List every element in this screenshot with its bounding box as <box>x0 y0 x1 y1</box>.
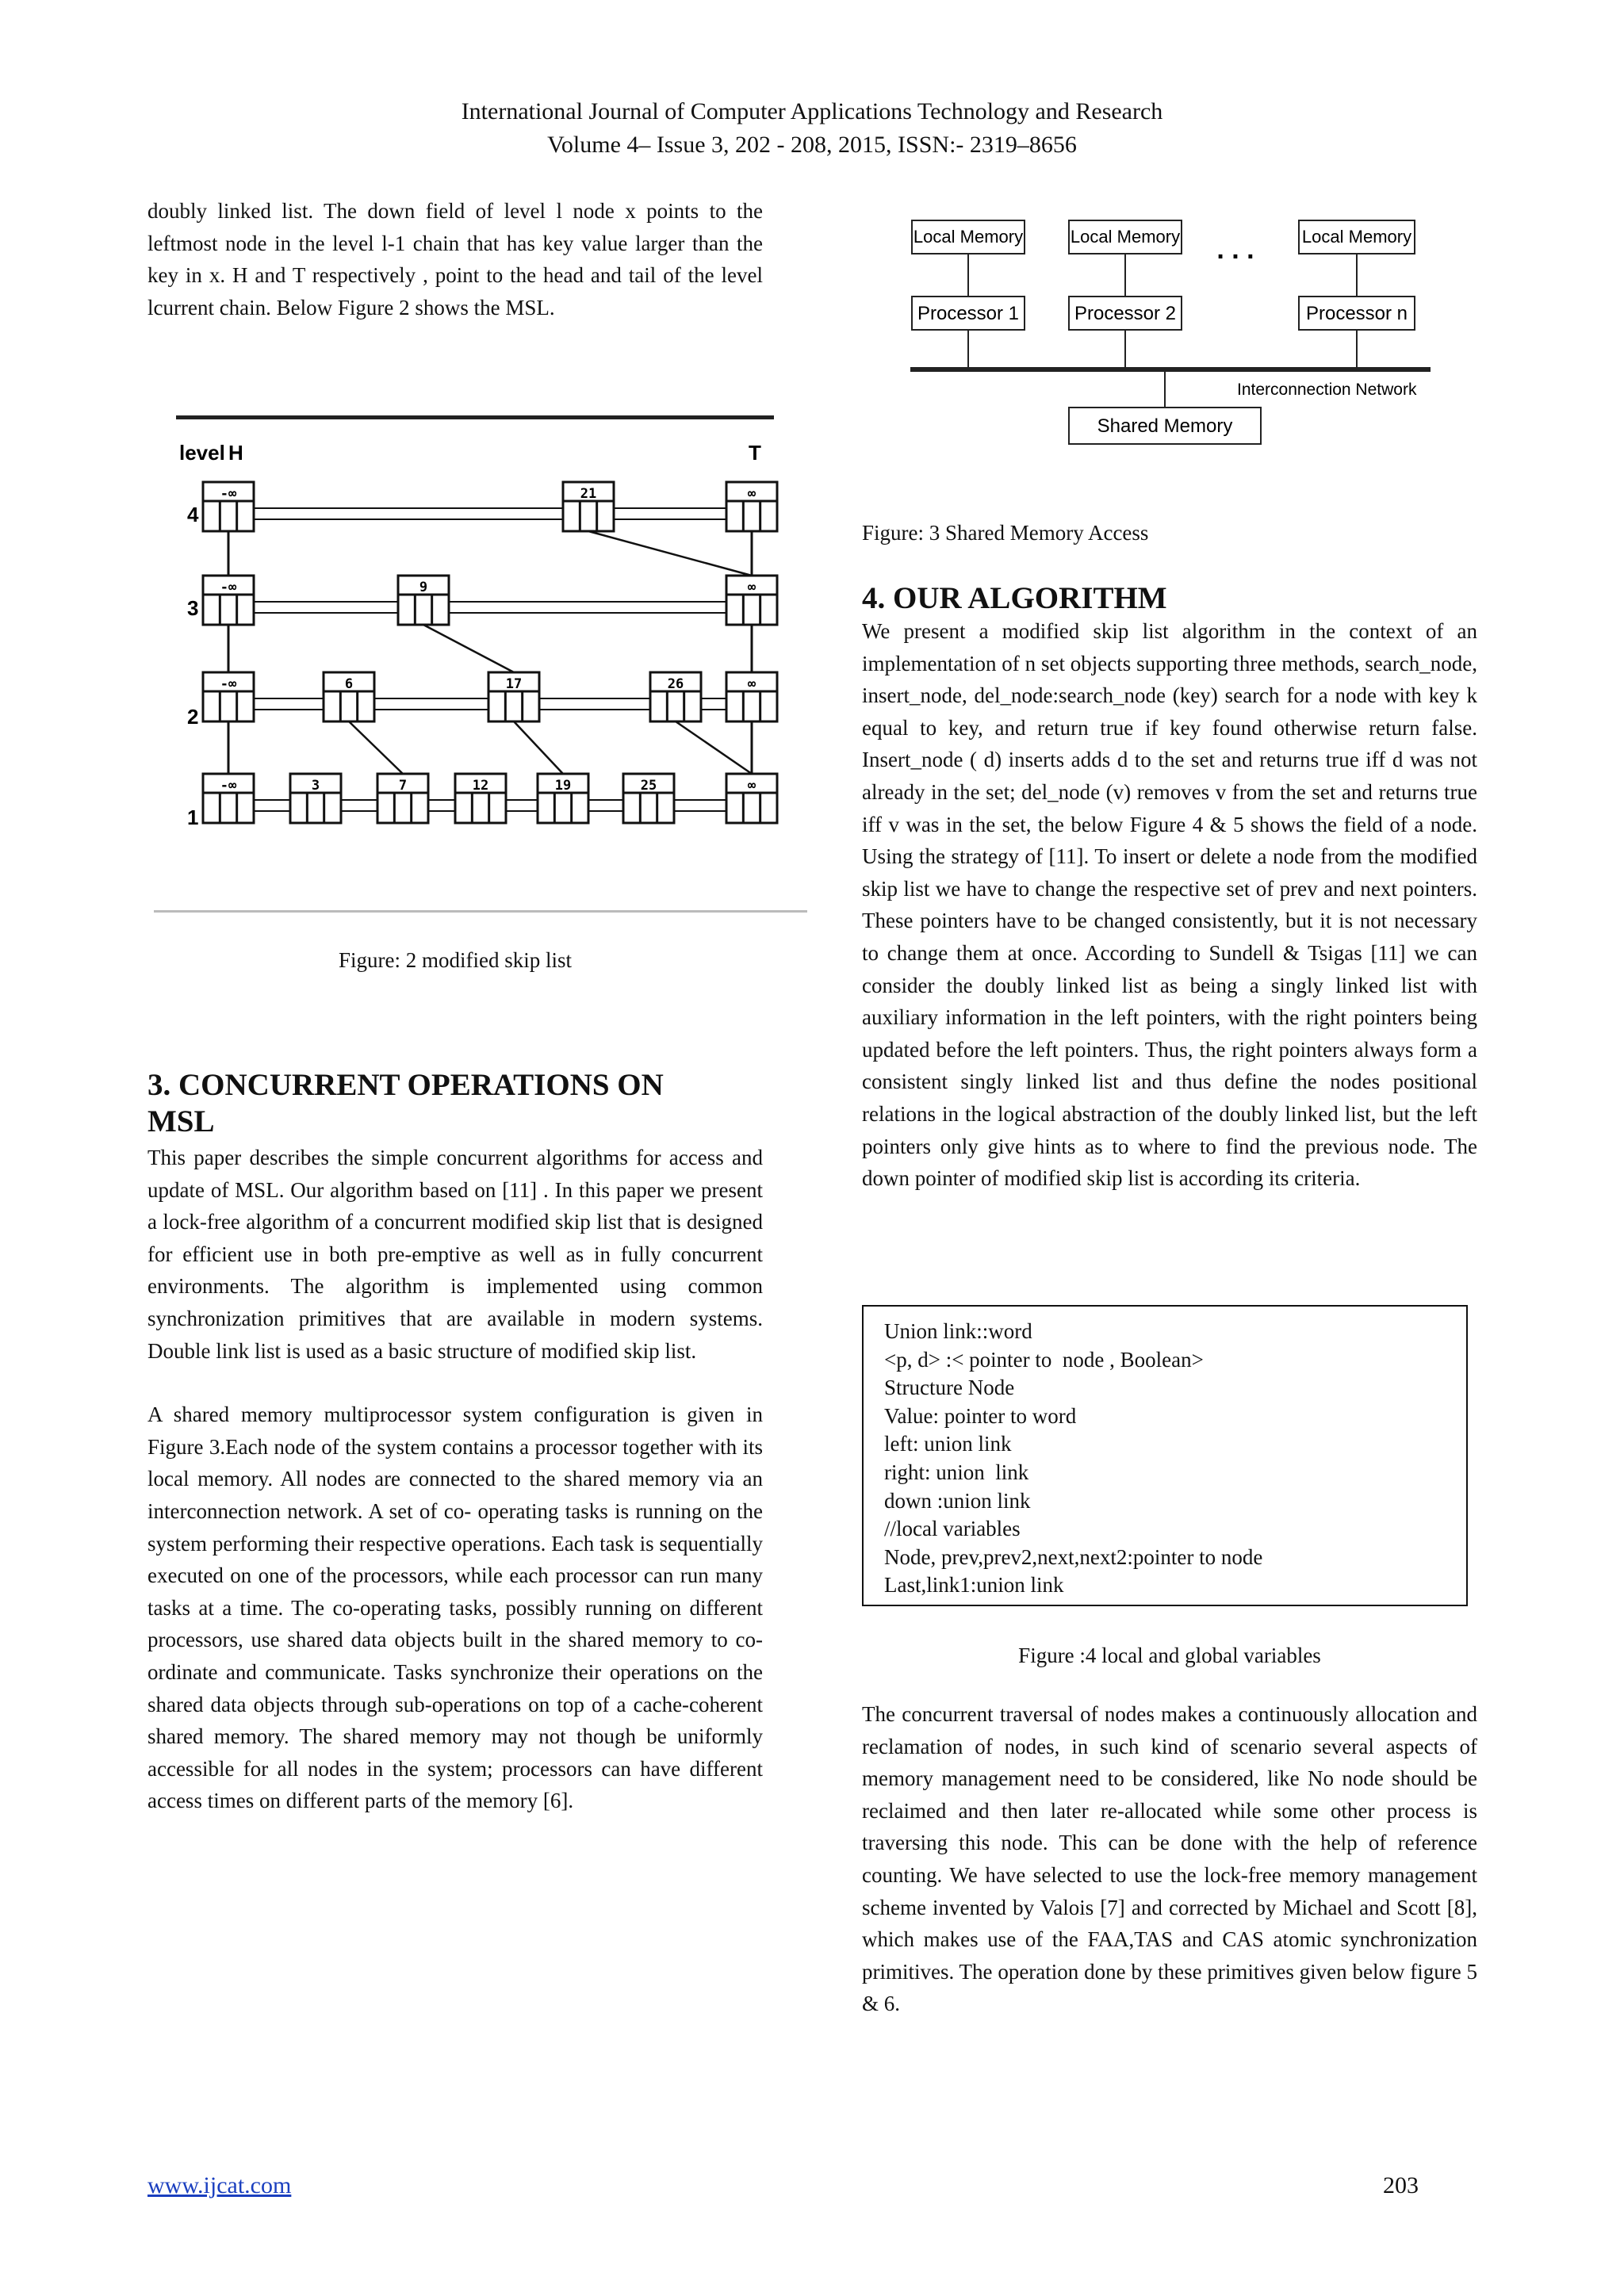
section-4-body <box>862 615 1477 1195</box>
skip-node <box>290 774 341 823</box>
node-key: -∞ <box>220 486 237 502</box>
right-closing-body <box>862 1698 1477 2020</box>
node-key: 9 <box>419 580 428 595</box>
code-line: Structure Node <box>884 1376 1015 1400</box>
head-node <box>203 576 254 625</box>
label-tail: T <box>749 441 761 465</box>
code-line: <p, d> :< pointer to node , Boolean> <box>884 1347 1204 1372</box>
journal-header <box>0 95 1624 162</box>
node-key: 26 <box>667 676 684 692</box>
shared-memory-diagram <box>904 205 1443 458</box>
node-key: 7 <box>398 778 408 794</box>
memory-management-paragraph: The concurrent traversal of nodes makes a continuously allocation and reclamation of nodes, in such kind of scenario several aspects of memory management need to be considered, like No node should be reclaimed and then later re-allocated while some other process is traversing this node. This can be done with the help of reference counting. We have selected to use the lock-free memory management scheme invented by Valois [7] and corrected by Michael and Scott [8], which makes use of the FAA,TAS and CAS atomic synchronization primitives. The operation done by these primitives given below figure 5 & 6. <box>862 1702 1477 2016</box>
head-node <box>203 482 254 531</box>
node-key: 3 <box>311 778 320 794</box>
code-line: //local variables <box>884 1517 1021 1541</box>
figure-4-caption: Figure :4 local and global variables <box>1018 1644 1321 1667</box>
node-key: 17 <box>505 676 523 692</box>
processor-label: Processor 2 <box>1074 303 1177 324</box>
processor-ellipsis: . . . <box>1216 235 1254 265</box>
label-level: level <box>179 441 225 465</box>
diagonal-down-link <box>588 531 752 576</box>
node-key: 25 <box>640 778 657 794</box>
intro-paragraph: doubly linked list. The down field of level l node x points to the leftmost node in the level l-1 chain that has key value larger than the key in x. H and T respectively , point to the head and tail of the level lcurrent chain. Below Figure 2 shows the MSL. <box>147 199 763 320</box>
skip-list-nodes <box>203 482 777 823</box>
code-line: left: union link <box>884 1432 1012 1456</box>
node-key: 12 <box>472 778 489 794</box>
code-line: right: union link <box>884 1460 1029 1484</box>
node-key: 6 <box>344 676 354 692</box>
code-line: Value: pointer to word <box>884 1403 1077 1428</box>
skip-node <box>623 774 674 823</box>
tail-node <box>726 576 777 625</box>
processor-label: Processor 1 <box>917 303 1020 324</box>
head-node <box>203 774 254 823</box>
section-3-heading <box>147 1067 782 1140</box>
section-3-paragraph-2: A shared memory multiprocessor system configuration is given in Figure 3.Each node of the system contains a processor together with its local memory. All nodes are connected to the shared memory via an interconnection network. A set of co- operating tasks is running on the system performing their respective operations. Each task is sequentially executed on one of the processors, while each processor can run many tasks at a time. The co-operating tasks, possibly running on different processors, use shared data objects built in the shared memory to co-ordinate and communicate. Tasks synchronize their operations on the shared data objects through sub-operations on top of a cache-coherent shared memory. The shared memory may not though be uniformly accessible for all nodes in the system; processors can have different access times on different parts of the memory [6]. <box>147 1402 763 1813</box>
skip-node <box>377 774 428 823</box>
code-line: Node, prev,prev2,next,next2:pointer to node <box>884 1544 1263 1569</box>
diagonal-down-link <box>423 625 514 672</box>
figure-3-shared-memory <box>904 205 1443 458</box>
section-3-paragraph-1: This paper describes the simple concurrent algorithms for access and update of MSL. Our algorithm based on [11] . In this paper we present a lock-free algorithm of a concurrent modified skip list that is designed for efficient use in both pre-emptive as well as in fully concurrent environments. The algorithm is implemented using common synchronization primitives that are available in modern systems. Double link list is used as a basic structure of modified skip list. <box>147 1146 763 1363</box>
figure-bottom-rule <box>154 910 807 913</box>
diagonal-down-link <box>349 721 403 774</box>
skip-list-diagram <box>147 404 814 920</box>
node-key: -∞ <box>220 676 237 692</box>
local-memory-label: Local Memory <box>913 227 1024 247</box>
code-line: down :union link <box>884 1488 1031 1513</box>
left-intro <box>147 195 763 323</box>
node-key: ∞ <box>747 676 756 692</box>
level-number: 3 <box>187 596 199 620</box>
journal-volume: Volume 4– Issue 3, 202 - 208, 2015, ISSN:- 2319–8656 <box>547 132 1077 158</box>
level-number: 2 <box>187 705 199 729</box>
section-3-body <box>147 1142 763 1817</box>
diagonal-down-link <box>676 721 752 774</box>
skip-node <box>488 672 539 721</box>
diagonal-down-link <box>514 721 563 774</box>
page-number: 203 <box>1383 2172 1419 2198</box>
skip-node <box>398 576 449 625</box>
journal-title: International Journal of Computer Applications Technology and Research <box>461 98 1163 124</box>
tail-node <box>726 774 777 823</box>
section-3-title-line1: 3. CONCURRENT OPERATIONS ON <box>147 1068 664 1102</box>
node-key: ∞ <box>747 486 756 502</box>
figure-4-code-box <box>862 1305 1468 1606</box>
local-memory-label: Local Memory <box>1301 227 1412 247</box>
node-key: -∞ <box>220 778 237 794</box>
interconnection-bus <box>910 367 1431 372</box>
processor-label: Processor n <box>1305 303 1408 324</box>
skip-node <box>324 672 374 721</box>
skip-node <box>650 672 701 721</box>
section-4-heading: 4. OUR ALGORITHM <box>862 581 1167 615</box>
shared-memory-label: Shared Memory <box>1097 415 1233 437</box>
network-label: Interconnection Network <box>1237 381 1417 399</box>
skip-node <box>563 482 614 531</box>
figure-3-caption: Figure: 3 Shared Memory Access <box>862 521 1149 545</box>
skip-node <box>538 774 588 823</box>
code-line: Union link::word <box>884 1319 1032 1343</box>
skip-node <box>455 774 506 823</box>
level-number: 4 <box>187 503 199 526</box>
code-line: Last,link1:union link <box>884 1573 1064 1598</box>
node-key: -∞ <box>220 580 237 595</box>
head-node <box>203 672 254 721</box>
node-key: ∞ <box>747 580 756 595</box>
figure-2-skip-list <box>147 404 814 920</box>
website-link[interactable]: www.ijcat.com <box>147 2172 292 2198</box>
section-3-title-line2: MSL <box>147 1104 215 1138</box>
figure-2-caption: Figure: 2 modified skip list <box>339 948 572 972</box>
level-link-bar <box>254 508 726 519</box>
label-head: H <box>228 441 243 465</box>
level-link-bar <box>254 602 726 613</box>
level-number: 1 <box>187 806 199 829</box>
node-key: 21 <box>580 486 597 502</box>
local-memory-label: Local Memory <box>1070 227 1181 247</box>
node-key: ∞ <box>747 778 756 794</box>
tail-node <box>726 672 777 721</box>
node-key: 19 <box>554 778 572 794</box>
section-4-paragraph-1: We present a modified skip list algorithm in the context of an implementation of n set objects supporting three methods, search_node, insert_node, del_node:search_node (key) search for a node with key k equal to key, and return true if key found otherwise return false. Insert_node ( d) inserts adds d to the set and returns true iff d was not already in the set; del_node (v) removes v from the set and returns true iff v was in the set, the below Figure 4 & 5 shows the field of a node. Using the strategy of [11]. To insert or delete a node from the modified skip list we have to change the respective set of prev and next pointers. These pointers have to be changed consistently, but it is not necessary to change them at once. According to Sundell & Tsigas [11] we can consider the doubly linked list as being a singly linked list with auxiliary information in the left pointers, with the right pointers being updated before the left pointers. Thus, the right pointers always form a consistent singly linked list and thus define the nodes positional relations in the logical abstraction of the doubly linked list, but the left pointers only give hints as to where to find the previous node. The down pointer of modified skip list is according its criteria. <box>862 619 1477 1191</box>
figure-top-rule <box>176 415 774 419</box>
tail-node <box>726 482 777 531</box>
